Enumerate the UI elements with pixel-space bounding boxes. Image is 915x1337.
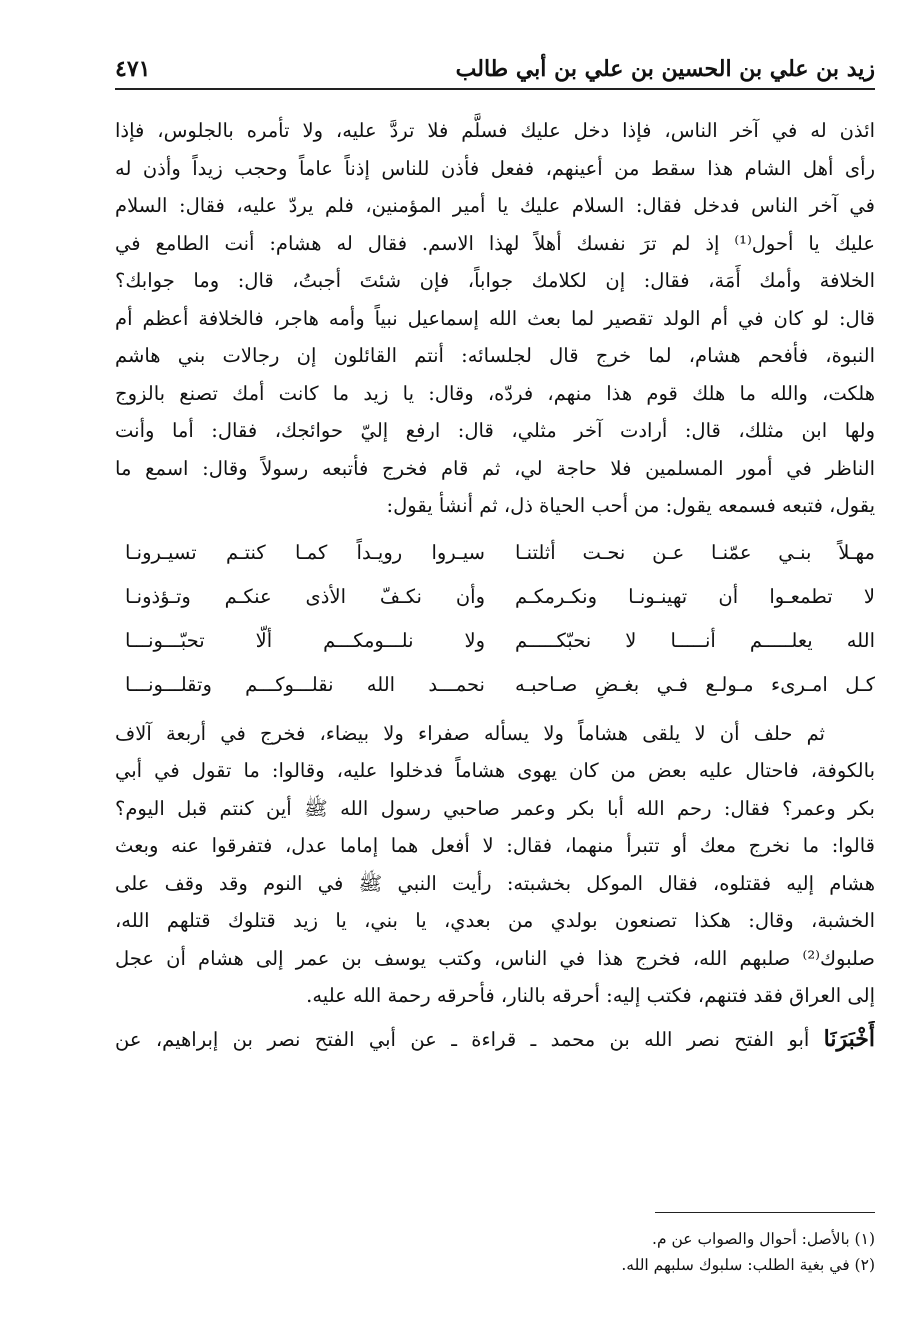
verse-first-hemistich: لا تطمعـوا أن تهينـونـا ونكـرمكـم — [515, 584, 875, 608]
text-line: هشام إليه فقتلوه، فقال الموكل بخشبته: رأيت النبي ﷺ في النوم وقد وقف على — [115, 871, 875, 895]
verse-first-hemistich: مهـلاً بنـي عمّنـا عـن نحـت أثلتنـا — [515, 540, 875, 564]
footnote-divider — [655, 1212, 875, 1213]
text-line: في آخر الناس فدخل فقال: السلام عليك يا أمير المؤمنين، فلم يردّ عليه، فقال: السلام — [115, 194, 875, 217]
running-header — [115, 52, 875, 90]
verse-second-hemistich: وأن نكـفّ الأذى عنكـم وتـؤذونـا — [125, 584, 485, 608]
text-line: النبوة، فأفحم هشام، لما خرج قال لجلسائه: أنتم القائلون إن رجالات بني هاشم — [115, 344, 875, 367]
text-line: بالكوفة، فاحتال عليه بعض من كان يهوى هشاماً فدخلوا عليه، وقالوا: ما تقول في أبي — [115, 759, 875, 782]
footnote-1: (١) بالأصل: أحوال والصواب عن م. — [652, 1230, 875, 1248]
verse-first-hemistich: كـل امـرىء مـولـع فـي بغـضِ صـاحبـه — [515, 672, 875, 696]
text-line: قالوا: ما نخرج معك أو تتبرأ منهما، فقال: لا أفعل هما إماما عدل، فتفرقوا عنه وبعث — [115, 834, 875, 857]
text-line: الخشبة، وقال: هكذا تصنعون بولدي من بعدي، يا بني، يا زيد قتلوك قتلهم الله، — [115, 909, 875, 932]
text-line: الخلافة وأمك أَمَة، فقال: إن لكلامك جواباً، فإن شئتَ أجبتُ، قال: وما جوابك؟ — [115, 269, 875, 292]
verse-first-hemistich: الله يعلـــــم أنـــــا لا نحبّكـــــم — [515, 628, 875, 652]
paragraph-1 — [115, 112, 875, 525]
verse-second-hemistich: سيـروا رويـداً كمـا كنتـم تسيـرونـا — [125, 540, 485, 564]
text-line: ولها ابن مثلك، قال: أرادت آخر مثلي، قال: ارفع إليّ حوائجك، فقال: أما وأنت — [115, 419, 875, 442]
main-text — [115, 112, 875, 1058]
text-line: الناظر في أمور المسلمين فلا حاجة لي، ثم قام فخرج فأتبعه رسولاً وقال: اسمع ما — [115, 456, 875, 480]
text-line: إلى العراق فقد فتنهم، فكتب إليه: أحرقه بالنار، فأحرقه رحمة الله عليه. — [306, 984, 875, 1007]
poem-verse — [115, 663, 875, 707]
poem-verse — [115, 619, 875, 663]
running-title: زيد بن علي بن الحسين بن علي بن أبي طالب — [455, 56, 875, 82]
poem-verse — [115, 575, 875, 619]
footnote-2: (٢) في بغية الطلب: سلبوك سلبهم الله. — [621, 1256, 875, 1274]
verse-second-hemistich: نحمـــد الله نقلـــوكـــم وتقلـــونـــا — [125, 672, 485, 696]
poem — [115, 531, 875, 707]
lead-word-akhbarana: أَخْبَرَنَا — [823, 1025, 875, 1052]
text-line: هلكت، والله ما هلك قوم هذا منهم، فردّه، وقال: يا زيد ما كانت أمك تصنع بالزوج — [115, 381, 875, 405]
text-line: قال: لو كان في أم الولد تقصير لما بعث الله إسماعيل نبياً وأمه هاجر، فالخلافة أعظم أم — [115, 306, 875, 330]
verse-second-hemistich: ولا نلـــومكـــم ألّا تحبّـــونـــا — [125, 628, 485, 652]
text-line: صلبوك⁽²⁾ صلبهم الله، فخرج هذا في الناس، وكتب يوسف بن عمر إلى هشام أن عجل — [115, 946, 875, 970]
text-line: بكر وعمر؟ فقال: رحم الله أبا بكر وعمر صاحبي رسول الله ﷺ أين كنتم قبل اليوم؟ — [115, 796, 875, 820]
paragraph-akhbarana — [115, 1021, 875, 1059]
text-line — [115, 1021, 875, 1059]
footnotes — [115, 1226, 875, 1278]
text-line: ثم حلف أن لا يلقى هشاماً ولا يسأله صفراء ولا بيضاء، فخرج في أربعة آلاف — [115, 721, 825, 745]
poem-verse — [115, 531, 875, 575]
page-number: ٤٧١ — [115, 56, 151, 82]
paragraph-2 — [115, 715, 875, 1015]
text-line: ائذن له في آخر الناس، فإذا دخل عليك فسلَّم فلا تردَّ عليه، ولا تأمره بالجلوس، فإذا — [115, 119, 875, 142]
text-line: رأى أهل الشام هذا سقط من أعينهم، ففعل فأذن للناس إذناً عاماً وحجب زيداً وأذن له — [115, 156, 875, 180]
akhbarana-text: أبو الفتح نصر الله بن محمد ـ قراءة ـ عن أبي الفتح نصر بن إبراهيم، عن — [115, 1027, 810, 1051]
text-line: يقول، فتبعه فسمعه يقول: من أحب الحياة ذل، ثم أنشأ يقول: — [386, 494, 875, 517]
text-line: عليك يا أحول⁽¹⁾ إذ لم ترَ نفسك أهلاً لهذا الاسم. فقال له هشام: أنت الطامع في — [115, 231, 875, 255]
